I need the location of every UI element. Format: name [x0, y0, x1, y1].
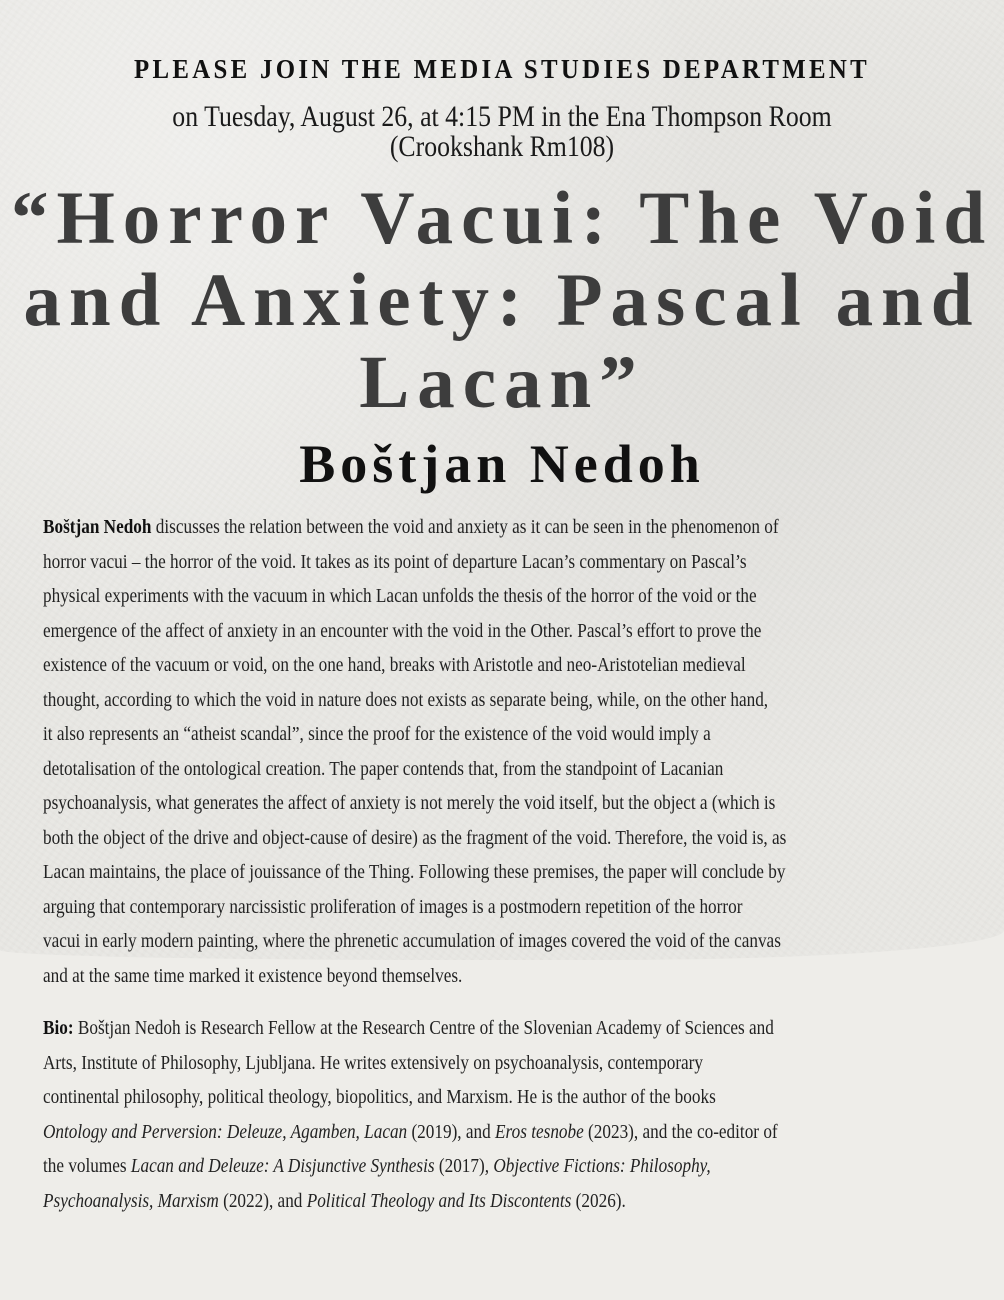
abstract-line: vacui in early modern painting, where the phrenetic accumulation of images covered the void of the canvas [43, 930, 781, 952]
title-line-1: “Horror Vacui: The Void [10, 177, 994, 260]
abstract-lead-name: Boštjan Nedoh [43, 516, 152, 538]
abstract-line: and at the same time marked it existence beyond themselves. [43, 964, 463, 987]
abstract-line: arguing that contemporary narcissistic proliferation of images is a postmodern repetition of the horror [43, 895, 743, 918]
event-date-location [70, 102, 933, 162]
abstract-line: psychoanalysis, what generates the affect of anxiety is not merely the void itself, but the object a (which is [43, 792, 776, 814]
bio-line: Bio: Boštjan Nedoh is Research Fellow at the Research Centre of the Slovenian Academy of Sciences and [43, 1017, 774, 1039]
abstract-line: Boštjan Nedoh discusses the relation between the void and anxiety as it can be seen in the phenomenon of [43, 516, 779, 538]
invitation-header: PLEASE JOIN THE MEDIA STUDIES DEPARTMENT [134, 54, 870, 84]
abstract-line: it also represents an “atheist scandal”, since the proof for the existence of the void would imply a [43, 723, 711, 745]
room-line: (Crookshank Rm108) [389, 130, 615, 163]
abstract-line: both the object of the drive and object-cause of desire) as the fragment of the void. Therefore, the void is, as [43, 826, 787, 849]
book-title: , Objective Fictions: Philosophy, [484, 1155, 711, 1177]
book-title: Psychoanalysis, Marxism [43, 1189, 219, 1212]
book-title: Lacan and Deleuze: A Disjunctive Synthesis [130, 1155, 435, 1177]
bio-line: Ontology and Perversion: Deleuze, Agamben, Lacan (2019), and Eros tesnobe (2023), and the co-editor of [43, 1120, 778, 1143]
abstract-line: horror vacui – the horror of the void. It takes as its point of departure Lacan’s commentary on Pascal’s [43, 550, 747, 573]
speaker-name: Boštjan Nedoh [299, 434, 705, 494]
bio-line: Psychoanalysis, Marxism (2022), and Political Theology and Its Discontents (2026). [43, 1189, 626, 1212]
book-title: Ontology and Perversion: Deleuze, Agamben, Lacan [43, 1120, 408, 1143]
bio-line: continental philosophy, political theology, biopolitics, and Marxism. He is the author of the books [43, 1086, 716, 1108]
title-line-3: Lacan” [359, 341, 645, 424]
abstract-line: emergence of the affect of anxiety in an encounter with the void in the Other. Pascal’s effort to prove the [43, 619, 762, 642]
bio-line: Arts, Institute of Philosophy, Ljubljana. He writes extensively on psychoanalysis, contemporary [43, 1051, 704, 1074]
abstract-line: thought, according to which the void in nature does not exists as separate being, while, on the other hand, [43, 688, 769, 711]
bio-label: Bio: [43, 1017, 74, 1039]
abstract-paragraph [43, 510, 963, 993]
abstract-line: Lacan maintains, the place of jouissance of the Thing. Following these premises, the paper will conclude by [43, 861, 786, 883]
abstract-line: detotalisation of the ontological creation. The paper contends that, from the standpoint of Lacanian [43, 757, 724, 780]
abstract-line: existence of the vacuum or void, on the one hand, breaks with Aristotle and neo-Aristotelian medieval [43, 654, 746, 676]
talk-title [0, 178, 1004, 424]
title-line-2: and Anxiety: Pascal and [23, 259, 981, 342]
abstract-line: physical experiments with the vacuum in which Lacan unfolds the thesis of the horror of the void or the [43, 585, 757, 607]
date-time-line: on Tuesday, August 26, at 4:15 PM in the Ena Thompson Room [172, 100, 832, 133]
bio-paragraph [43, 1011, 963, 1218]
book-title: Political Theology and Its Discontents [306, 1189, 572, 1212]
book-title: Eros tesnobe [495, 1120, 584, 1143]
bio-line: the volumes Lacan and Deleuze: A Disjunctive Synthesis (2017), Objective Fictions: Philosophy, [43, 1155, 711, 1177]
